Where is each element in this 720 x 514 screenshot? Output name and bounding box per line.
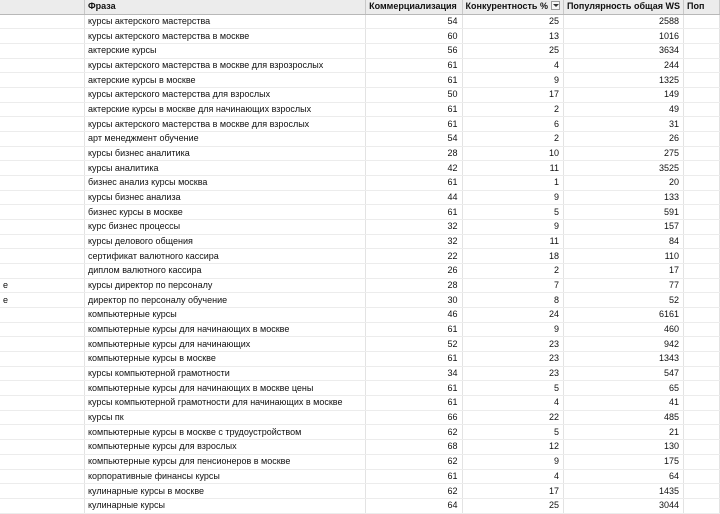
cell-col-a[interactable] — [0, 352, 85, 367]
cell-popularity[interactable]: 275 — [563, 146, 683, 161]
cell-popularity[interactable]: 149 — [563, 88, 683, 103]
table-row — [0, 381, 720, 396]
cell-commercial[interactable]: 62 — [366, 484, 462, 499]
cell-popularity[interactable]: 130 — [563, 440, 683, 455]
cell-phrase[interactable]: компьютерные курсы в москве с трудоустройством — [85, 425, 366, 440]
cell-col-a[interactable] — [0, 410, 85, 425]
cell-popularity[interactable]: 942 — [563, 337, 683, 352]
cell-phrase[interactable]: курсы делового общения — [85, 234, 366, 249]
cell-commercial[interactable]: 28 — [366, 146, 462, 161]
cell-col-a[interactable]: e — [0, 293, 85, 308]
cell-commercial[interactable]: 61 — [366, 352, 462, 367]
cell-extra[interactable] — [684, 469, 720, 484]
table-row — [0, 425, 720, 440]
cell-extra[interactable] — [684, 440, 720, 455]
cell-extra[interactable] — [684, 220, 720, 235]
cell-popularity[interactable]: 591 — [563, 205, 683, 220]
cell-popularity[interactable]: 31 — [563, 117, 683, 132]
cell-competition[interactable]: 11 — [462, 234, 563, 249]
cell-extra[interactable] — [684, 132, 720, 147]
table-row — [0, 440, 720, 455]
cell-commercial[interactable]: 50 — [366, 88, 462, 103]
cell-commercial[interactable]: 61 — [366, 322, 462, 337]
cell-competition[interactable]: 4 — [462, 396, 563, 411]
table-row — [0, 161, 720, 176]
table-row — [0, 352, 720, 367]
cell-extra[interactable] — [684, 73, 720, 88]
cell-col-a[interactable] — [0, 220, 85, 235]
cell-extra[interactable] — [684, 337, 720, 352]
cell-competition[interactable]: 9 — [462, 220, 563, 235]
cell-commercial[interactable]: 22 — [366, 249, 462, 264]
table-row — [0, 58, 720, 73]
table-row — [0, 44, 720, 59]
cell-competition[interactable]: 2 — [462, 102, 563, 117]
cell-commercial[interactable]: 61 — [366, 176, 462, 191]
cell-phrase[interactable]: кулинарные курсы в москве — [85, 484, 366, 499]
cell-col-a[interactable] — [0, 190, 85, 205]
column-header-a[interactable] — [0, 0, 85, 14]
cell-commercial[interactable]: 62 — [366, 454, 462, 469]
cell-phrase[interactable]: курсы актерского мастерства в москве для взрослых — [85, 117, 366, 132]
cell-phrase[interactable]: компьютерные курсы для пенсионеров в москве — [85, 454, 366, 469]
cell-phrase[interactable]: курсы актерского мастерства — [85, 14, 366, 29]
cell-popularity[interactable]: 3634 — [563, 44, 683, 59]
cell-extra[interactable] — [684, 308, 720, 323]
cell-phrase[interactable]: курсы актерского мастерства в москве — [85, 29, 366, 44]
cell-phrase[interactable]: компьютерные курсы для начинающих — [85, 337, 366, 352]
table-row — [0, 293, 720, 308]
cell-col-a[interactable] — [0, 88, 85, 103]
table-row — [0, 366, 720, 381]
cell-competition[interactable]: 2 — [462, 264, 563, 279]
cell-extra[interactable] — [684, 44, 720, 59]
cell-commercial[interactable]: 61 — [366, 205, 462, 220]
column-header-commercial[interactable] — [366, 0, 462, 14]
cell-popularity[interactable]: 133 — [563, 190, 683, 205]
cell-col-a[interactable] — [0, 337, 85, 352]
cell-extra[interactable] — [684, 102, 720, 117]
table-row — [0, 308, 720, 323]
cell-competition[interactable]: 25 — [462, 44, 563, 59]
cell-phrase[interactable]: компьютерные курсы для начинающих в москве — [85, 322, 366, 337]
cell-competition[interactable]: 23 — [462, 352, 563, 367]
cell-popularity[interactable]: 77 — [563, 278, 683, 293]
cell-commercial[interactable]: 32 — [366, 234, 462, 249]
column-header-extra-label: Поп — [687, 1, 705, 12]
cell-popularity[interactable]: 110 — [563, 249, 683, 264]
cell-phrase[interactable]: компьютерные курсы для взрослых — [85, 440, 366, 455]
cell-extra[interactable] — [684, 396, 720, 411]
cell-commercial[interactable]: 62 — [366, 425, 462, 440]
cell-extra[interactable] — [684, 381, 720, 396]
cell-competition[interactable]: 25 — [462, 14, 563, 29]
cell-competition[interactable]: 5 — [462, 205, 563, 220]
table-row — [0, 498, 720, 513]
cell-competition[interactable]: 22 — [462, 410, 563, 425]
cell-extra[interactable] — [684, 29, 720, 44]
cell-commercial[interactable]: 34 — [366, 366, 462, 381]
cell-commercial[interactable]: 54 — [366, 132, 462, 147]
cell-commercial[interactable]: 66 — [366, 410, 462, 425]
cell-phrase[interactable]: курсы актерского мастерства в москве для взрозрослых — [85, 58, 366, 73]
table-row — [0, 132, 720, 147]
cell-competition[interactable]: 7 — [462, 278, 563, 293]
column-header-extra[interactable] — [684, 0, 720, 14]
cell-competition[interactable]: 25 — [462, 498, 563, 513]
cell-competition[interactable]: 9 — [462, 322, 563, 337]
cell-popularity[interactable]: 1435 — [563, 484, 683, 499]
cell-competition[interactable]: 13 — [462, 29, 563, 44]
cell-extra[interactable] — [684, 14, 720, 29]
cell-extra[interactable] — [684, 352, 720, 367]
cell-phrase[interactable]: кулинарные курсы — [85, 498, 366, 513]
cell-extra[interactable] — [684, 190, 720, 205]
cell-extra[interactable] — [684, 410, 720, 425]
cell-col-a[interactable] — [0, 102, 85, 117]
cell-phrase[interactable]: курсы компьютерной грамотности — [85, 366, 366, 381]
table-row — [0, 117, 720, 132]
table-row — [0, 249, 720, 264]
cell-commercial[interactable]: 44 — [366, 190, 462, 205]
table-row — [0, 337, 720, 352]
cell-commercial[interactable]: 61 — [366, 396, 462, 411]
cell-commercial[interactable]: 61 — [366, 117, 462, 132]
cell-extra[interactable] — [684, 176, 720, 191]
cell-commercial[interactable]: 46 — [366, 308, 462, 323]
cell-extra[interactable] — [684, 161, 720, 176]
cell-competition[interactable]: 8 — [462, 293, 563, 308]
cell-phrase[interactable]: сертификат валютного кассира — [85, 249, 366, 264]
cell-commercial[interactable]: 56 — [366, 44, 462, 59]
cell-phrase[interactable]: курсы бизнес анализа — [85, 190, 366, 205]
cell-popularity[interactable]: 17 — [563, 264, 683, 279]
cell-col-a[interactable] — [0, 322, 85, 337]
cell-popularity[interactable]: 3044 — [563, 498, 683, 513]
cell-phrase[interactable]: курс бизнес процессы — [85, 220, 366, 235]
cell-phrase[interactable]: корпоративные финансы курсы — [85, 469, 366, 484]
cell-commercial[interactable]: 32 — [366, 220, 462, 235]
cell-commercial[interactable]: 28 — [366, 278, 462, 293]
cell-commercial[interactable]: 30 — [366, 293, 462, 308]
cell-phrase[interactable]: компьютерные курсы для начинающих в москве цены — [85, 381, 366, 396]
cell-competition[interactable]: 17 — [462, 484, 563, 499]
cell-col-a[interactable] — [0, 249, 85, 264]
cell-competition[interactable]: 1 — [462, 176, 563, 191]
table-row — [0, 73, 720, 88]
cell-col-a[interactable] — [0, 73, 85, 88]
cell-commercial[interactable]: 61 — [366, 73, 462, 88]
cell-col-a[interactable] — [0, 161, 85, 176]
cell-competition[interactable]: 10 — [462, 146, 563, 161]
cell-col-a[interactable] — [0, 29, 85, 44]
cell-competition[interactable]: 9 — [462, 73, 563, 88]
cell-popularity[interactable]: 1343 — [563, 352, 683, 367]
table-row — [0, 484, 720, 499]
cell-phrase[interactable]: директор по персоналу обучение — [85, 293, 366, 308]
cell-col-a[interactable] — [0, 205, 85, 220]
cell-popularity[interactable]: 460 — [563, 322, 683, 337]
cell-col-a[interactable] — [0, 132, 85, 147]
cell-popularity[interactable]: 485 — [563, 410, 683, 425]
cell-col-a[interactable] — [0, 425, 85, 440]
cell-extra[interactable] — [684, 425, 720, 440]
cell-extra[interactable] — [684, 264, 720, 279]
cell-extra[interactable] — [684, 234, 720, 249]
filter-dropdown-icon[interactable] — [551, 1, 560, 10]
cell-phrase[interactable]: актерские курсы — [85, 44, 366, 59]
cell-popularity[interactable]: 1016 — [563, 29, 683, 44]
header-row — [0, 0, 720, 14]
cell-competition[interactable]: 9 — [462, 454, 563, 469]
cell-commercial[interactable]: 60 — [366, 29, 462, 44]
table-row — [0, 396, 720, 411]
cell-extra[interactable] — [684, 366, 720, 381]
cell-competition[interactable]: 4 — [462, 469, 563, 484]
cell-commercial[interactable]: 68 — [366, 440, 462, 455]
cell-col-a[interactable] — [0, 366, 85, 381]
cell-popularity[interactable]: 20 — [563, 176, 683, 191]
cell-extra[interactable] — [684, 454, 720, 469]
cell-phrase[interactable]: компьютерные курсы в москве — [85, 352, 366, 367]
cell-extra[interactable] — [684, 88, 720, 103]
table-row — [0, 454, 720, 469]
cell-commercial[interactable]: 42 — [366, 161, 462, 176]
cell-phrase[interactable]: курсы актерского мастерства для взрослых — [85, 88, 366, 103]
cell-commercial[interactable]: 61 — [366, 381, 462, 396]
cell-phrase[interactable]: курсы директор по персоналу — [85, 278, 366, 293]
cell-popularity[interactable]: 175 — [563, 454, 683, 469]
cell-col-a[interactable] — [0, 14, 85, 29]
cell-col-a[interactable] — [0, 146, 85, 161]
table-row — [0, 469, 720, 484]
cell-phrase[interactable]: диплом валютного кассира — [85, 264, 366, 279]
cell-col-a[interactable] — [0, 176, 85, 191]
cell-extra[interactable] — [684, 117, 720, 132]
cell-popularity[interactable]: 3525 — [563, 161, 683, 176]
table-row — [0, 102, 720, 117]
cell-phrase[interactable]: компьютерные курсы — [85, 308, 366, 323]
cell-popularity[interactable]: 2588 — [563, 14, 683, 29]
table-row — [0, 322, 720, 337]
cell-competition[interactable]: 2 — [462, 132, 563, 147]
column-header-commercial-label: Коммерциализация — [369, 1, 457, 12]
column-header-phrase[interactable] — [85, 0, 366, 14]
table-body — [0, 14, 720, 513]
cell-extra[interactable] — [684, 322, 720, 337]
cell-competition[interactable]: 24 — [462, 308, 563, 323]
cell-popularity[interactable]: 64 — [563, 469, 683, 484]
table-row — [0, 234, 720, 249]
cell-col-a[interactable] — [0, 396, 85, 411]
cell-competition[interactable]: 6 — [462, 117, 563, 132]
cell-col-a[interactable] — [0, 264, 85, 279]
cell-col-a[interactable] — [0, 484, 85, 499]
cell-phrase[interactable]: курсы пк — [85, 410, 366, 425]
cell-extra[interactable] — [684, 205, 720, 220]
cell-commercial[interactable]: 54 — [366, 14, 462, 29]
cell-phrase[interactable]: бизнес анализ курсы москва — [85, 176, 366, 191]
table-row — [0, 410, 720, 425]
cell-popularity[interactable]: 84 — [563, 234, 683, 249]
cell-popularity[interactable]: 26 — [563, 132, 683, 147]
table-row — [0, 205, 720, 220]
cell-competition[interactable]: 18 — [462, 249, 563, 264]
cell-phrase[interactable]: актерские курсы в москве для начинающих взрослых — [85, 102, 366, 117]
cell-popularity[interactable]: 6161 — [563, 308, 683, 323]
cell-competition[interactable]: 23 — [462, 337, 563, 352]
table-row — [0, 88, 720, 103]
table-row — [0, 264, 720, 279]
cell-popularity[interactable]: 49 — [563, 102, 683, 117]
cell-popularity[interactable]: 65 — [563, 381, 683, 396]
cell-extra[interactable] — [684, 58, 720, 73]
cell-commercial[interactable]: 64 — [366, 498, 462, 513]
cell-col-a[interactable] — [0, 308, 85, 323]
cell-phrase[interactable]: бизнес курсы в москве — [85, 205, 366, 220]
cell-col-a[interactable] — [0, 498, 85, 513]
cell-extra[interactable] — [684, 293, 720, 308]
table-row — [0, 14, 720, 29]
cell-phrase[interactable]: курсы бизнес аналитика — [85, 146, 366, 161]
cell-competition[interactable]: 5 — [462, 381, 563, 396]
cell-col-a[interactable]: e — [0, 278, 85, 293]
cell-col-a[interactable] — [0, 469, 85, 484]
cell-competition[interactable]: 17 — [462, 88, 563, 103]
cell-commercial[interactable]: 52 — [366, 337, 462, 352]
cell-competition[interactable]: 23 — [462, 366, 563, 381]
cell-col-a[interactable] — [0, 44, 85, 59]
cell-col-a[interactable] — [0, 58, 85, 73]
column-header-competition[interactable] — [462, 0, 563, 14]
cell-popularity[interactable]: 1325 — [563, 73, 683, 88]
cell-phrase[interactable]: арт менеджмент обучение — [85, 132, 366, 147]
table-row — [0, 146, 720, 161]
cell-popularity[interactable]: 547 — [563, 366, 683, 381]
cell-commercial[interactable]: 61 — [366, 58, 462, 73]
cell-popularity[interactable]: 244 — [563, 58, 683, 73]
cell-competition[interactable]: 11 — [462, 161, 563, 176]
cell-competition[interactable]: 4 — [462, 58, 563, 73]
column-header-phrase-label: Фраза — [88, 1, 116, 12]
cell-popularity[interactable]: 157 — [563, 220, 683, 235]
cell-popularity[interactable]: 41 — [563, 396, 683, 411]
cell-col-a[interactable] — [0, 454, 85, 469]
cell-competition[interactable]: 9 — [462, 190, 563, 205]
column-header-popularity[interactable] — [563, 0, 683, 14]
cell-commercial[interactable]: 61 — [366, 469, 462, 484]
cell-col-a[interactable] — [0, 381, 85, 396]
table-row — [0, 29, 720, 44]
cell-popularity[interactable]: 52 — [563, 293, 683, 308]
cell-col-a[interactable] — [0, 117, 85, 132]
cell-phrase[interactable]: курсы аналитика — [85, 161, 366, 176]
cell-phrase[interactable]: актерские курсы в москве — [85, 73, 366, 88]
column-header-competition-label: Конкурентность % — [465, 1, 548, 12]
cell-competition[interactable]: 5 — [462, 425, 563, 440]
table-row — [0, 220, 720, 235]
cell-col-a[interactable] — [0, 440, 85, 455]
cell-extra[interactable] — [684, 249, 720, 264]
cell-col-a[interactable] — [0, 234, 85, 249]
cell-extra[interactable] — [684, 484, 720, 499]
cell-commercial[interactable]: 26 — [366, 264, 462, 279]
cell-extra[interactable] — [684, 278, 720, 293]
cell-phrase[interactable]: курсы компьютерной грамотности для начинающих в москве — [85, 396, 366, 411]
table-row — [0, 176, 720, 191]
table-row — [0, 190, 720, 205]
cell-commercial[interactable]: 61 — [366, 102, 462, 117]
cell-popularity[interactable]: 21 — [563, 425, 683, 440]
table-row — [0, 278, 720, 293]
cell-extra[interactable] — [684, 146, 720, 161]
cell-competition[interactable]: 12 — [462, 440, 563, 455]
column-header-popularity-label: Популярность общая WS — [566, 1, 680, 12]
cell-extra[interactable] — [684, 498, 720, 513]
